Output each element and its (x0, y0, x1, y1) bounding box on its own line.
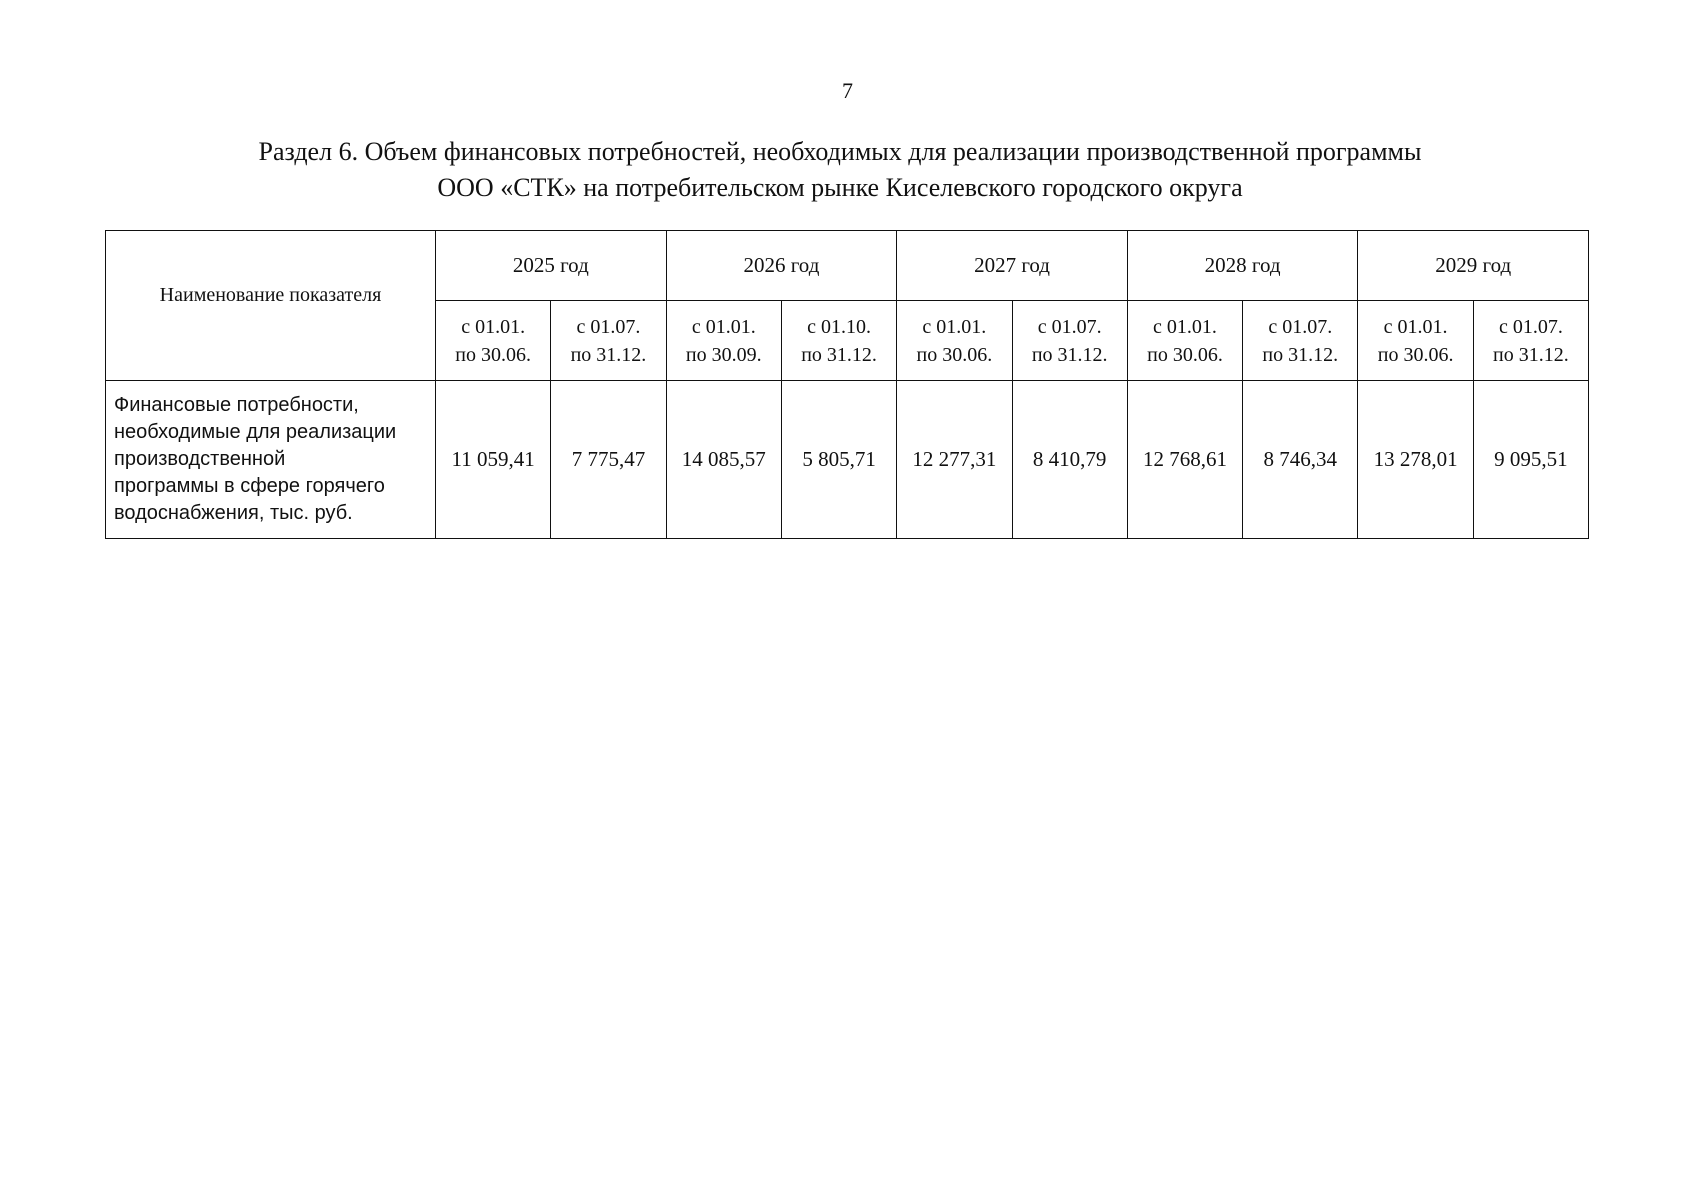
year-header: 2029 год (1358, 231, 1589, 301)
indicator-name-line: производственной (114, 448, 286, 470)
indicator-name-line: водоснабжения, тыс. руб. (114, 502, 353, 524)
period-header: с 01.07. по 31.12. (1012, 301, 1127, 381)
page-number: 7 (842, 78, 853, 103)
indicator-name-line: программы в сфере горячего (114, 475, 385, 497)
value-cell: 13 278,01 (1358, 381, 1473, 539)
value-cell: 8 410,79 (1012, 381, 1127, 539)
indicator-name-line: необходимые для реализации (114, 421, 397, 443)
year-header: 2028 год (1127, 231, 1358, 301)
period-header: с 01.07. по 31.12. (551, 301, 666, 381)
indicator-name-line: Финансовые потребности, (114, 394, 359, 416)
value-cell: 5 805,71 (781, 381, 896, 539)
indicator-name-cell (106, 381, 436, 539)
value-cell: 11 059,41 (436, 381, 551, 539)
section-title (100, 134, 1580, 206)
year-header: 2026 год (666, 231, 897, 301)
period-header: с 01.07. по 31.12. (1473, 301, 1588, 381)
year-header: 2025 год (436, 231, 667, 301)
period-header: с 01.10. по 31.12. (781, 301, 896, 381)
section-title-line-1: Раздел 6. Объем финансовых потребностей, необходимых для реализации производственной программы (258, 137, 1422, 166)
financial-needs-table (105, 230, 1589, 539)
value-cell: 12 768,61 (1127, 381, 1242, 539)
indicator-name-header: Наименование показателя (106, 231, 436, 381)
value-cell: 12 277,31 (897, 381, 1012, 539)
value-cell: 9 095,51 (1473, 381, 1588, 539)
value-cell: 8 746,34 (1243, 381, 1358, 539)
period-header: с 01.01. по 30.06. (897, 301, 1012, 381)
period-header: с 01.01. по 30.06. (436, 301, 551, 381)
period-header: с 01.07. по 31.12. (1243, 301, 1358, 381)
header-row-years (106, 231, 1589, 301)
period-header: с 01.01. по 30.06. (1358, 301, 1473, 381)
section-title-line-2: ООО «СТК» на потребительском рынке Киселевского городского округа (437, 173, 1243, 202)
value-cell: 14 085,57 (666, 381, 781, 539)
period-header: с 01.01. по 30.09. (666, 301, 781, 381)
year-header: 2027 год (897, 231, 1128, 301)
period-header: с 01.01. по 30.06. (1127, 301, 1242, 381)
table-row (106, 381, 1589, 539)
value-cell: 7 775,47 (551, 381, 666, 539)
